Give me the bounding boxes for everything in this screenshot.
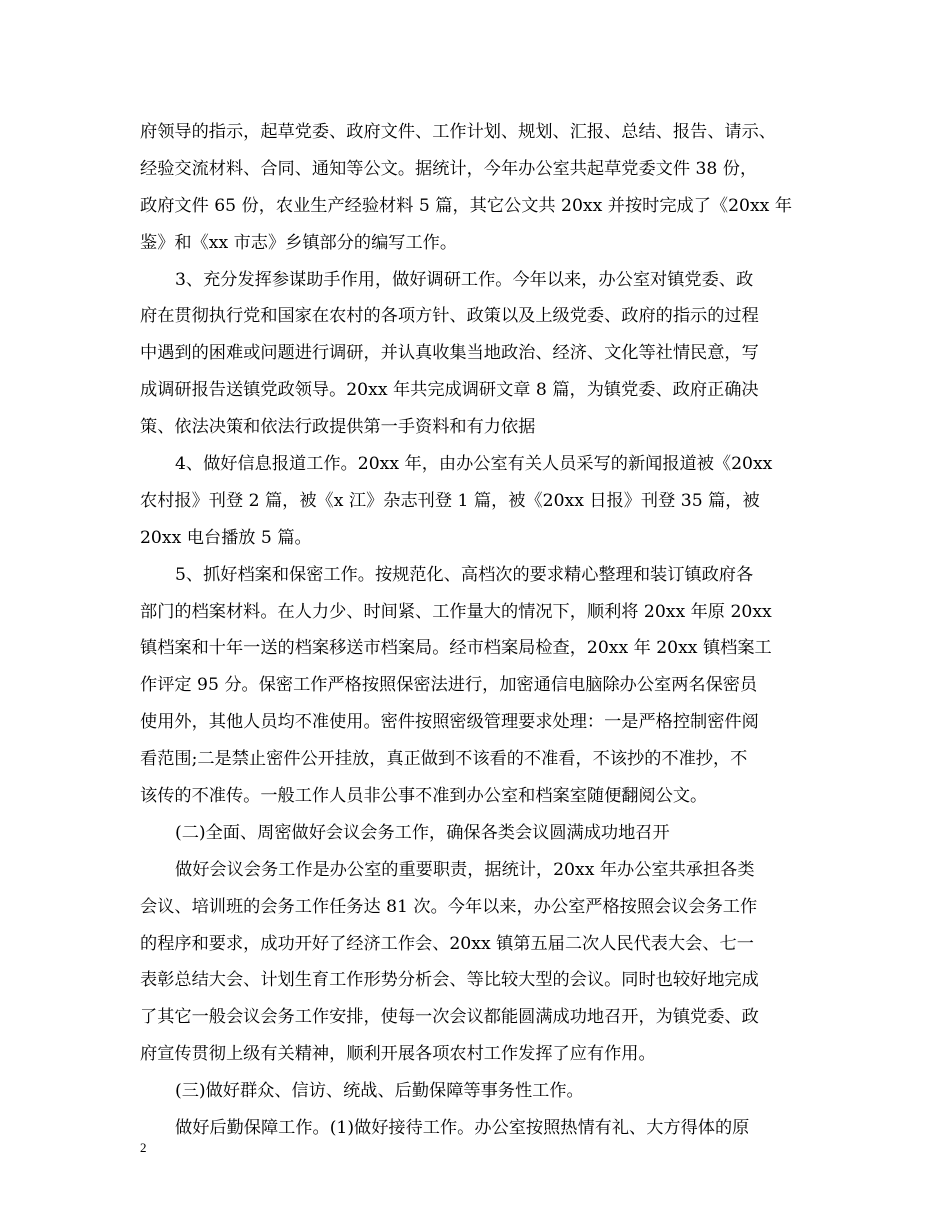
text-line: 农村报》刊登 2 篇，被《x 江》杂志刊登 1 篇，被《20xx 日报》刊登 35 篇，被 bbox=[140, 490, 760, 511]
page-number: 2 bbox=[140, 1140, 147, 1155]
text-line: 做好后勤保障工作。(1)做好接待工作。办公室按照热情有礼、大方得体的原 bbox=[175, 1118, 750, 1139]
text-line: 成调研报告送镇党政领导。20xx 年共完成调研文章 8 篇，为镇党委、政府正确决 bbox=[140, 380, 759, 401]
text-line: 做好会议会务工作是办公室的重要职责，据统计，20xx 年办公室共承担各类 bbox=[175, 859, 755, 880]
text-line: 看范围;二是禁止密件公开挂放，真正做到不该看的不准看，不该抄的不准抄，不 bbox=[140, 749, 748, 770]
text-line: 府在贯彻执行党和国家在农村的各项方针、政策以及上级党委、政府的指示的过程 bbox=[140, 306, 759, 327]
text-line: 策、依法决策和依法行政提供第一手资料和有力依据 bbox=[140, 417, 536, 438]
text-line: 部门的档案材料。在人力少、时间紧、工作量大的情况下，顺利将 20xx 年原 20xx bbox=[140, 601, 772, 622]
text-line: 20xx 电台播放 5 篇。 bbox=[140, 527, 312, 548]
body-text bbox=[140, 114, 830, 1147]
text-line: 鉴》和《xx 市志》乡镇部分的编写工作。 bbox=[140, 232, 458, 253]
text-line: 府宣传贯彻上级有关精神，顺利开展各项农村工作发挥了应有作用。 bbox=[140, 1044, 656, 1065]
text-line: 使用外，其他人员均不准使用。密件按照密级管理要求处理：一是严格控制密件阅 bbox=[140, 712, 759, 733]
text-line: 府领导的指示，起草党委、政府文件、工作计划、规划、汇报、总结、报告、请示、 bbox=[140, 122, 776, 142]
text-line: 3、充分发挥参谋助手作用，做好调研工作。今年以来，办公室对镇党委、政 bbox=[175, 269, 754, 290]
text-line: 了其它一般会议会务工作安排，使每一次会议都能圆满成功地召开，为镇党委、政 bbox=[140, 1007, 759, 1028]
section-heading: (二)全面、周密做好会议会务工作，确保各类会议圆满成功地召开 bbox=[175, 822, 670, 843]
text-line: 中遇到的困难或问题进行调研，并认真收集当地政治、经济、文化等社情民意，写 bbox=[140, 343, 759, 364]
text-line: 会议、培训班的会务工作任务达 81 次。今年以来，办公室严格按照会议会务工作 bbox=[140, 896, 758, 917]
text-line: 的程序和要求，成功开好了经济工作会、20xx 镇第五届二次人民代表大会、七一 bbox=[140, 933, 754, 954]
text-line: 5、抓好档案和保密工作。按规范化、高档次的要求精心整理和装订镇政府各 bbox=[175, 564, 754, 585]
text-line: 该传的不准传。一般工作人员非公事不准到办公室和档案室随便翻阅公文。 bbox=[140, 786, 708, 807]
text-line: 作评定 95 分。保密工作严格按照保密法进行，加密通信电脑除办公室两名保密员 bbox=[140, 675, 758, 696]
text-line: 政府文件 65 份，农业生产经验材料 5 篇，其它公文共 20xx 并按时完成了《20xx 年 bbox=[140, 195, 793, 216]
section-heading: (三)做好群众、信访、统战、后勤保障等事务性工作。 bbox=[175, 1081, 584, 1102]
text-line: 4、做好信息报道工作。20xx 年，由办公室有关人员采写的新闻报道被《20xx bbox=[175, 454, 773, 475]
text-line: 表彰总结大会、计划生育工作形势分析会、等比较大型的会议。同时也较好地完成 bbox=[140, 970, 759, 991]
text-line: 经验交流材料、合同、通知等公文。据统计，今年办公室共起草党委文件 38 份， bbox=[140, 158, 758, 179]
text-line: 镇档案和十年一送的档案移送市档案局。经市档案局检查，20xx 年 20xx 镇档案工 bbox=[140, 638, 772, 659]
